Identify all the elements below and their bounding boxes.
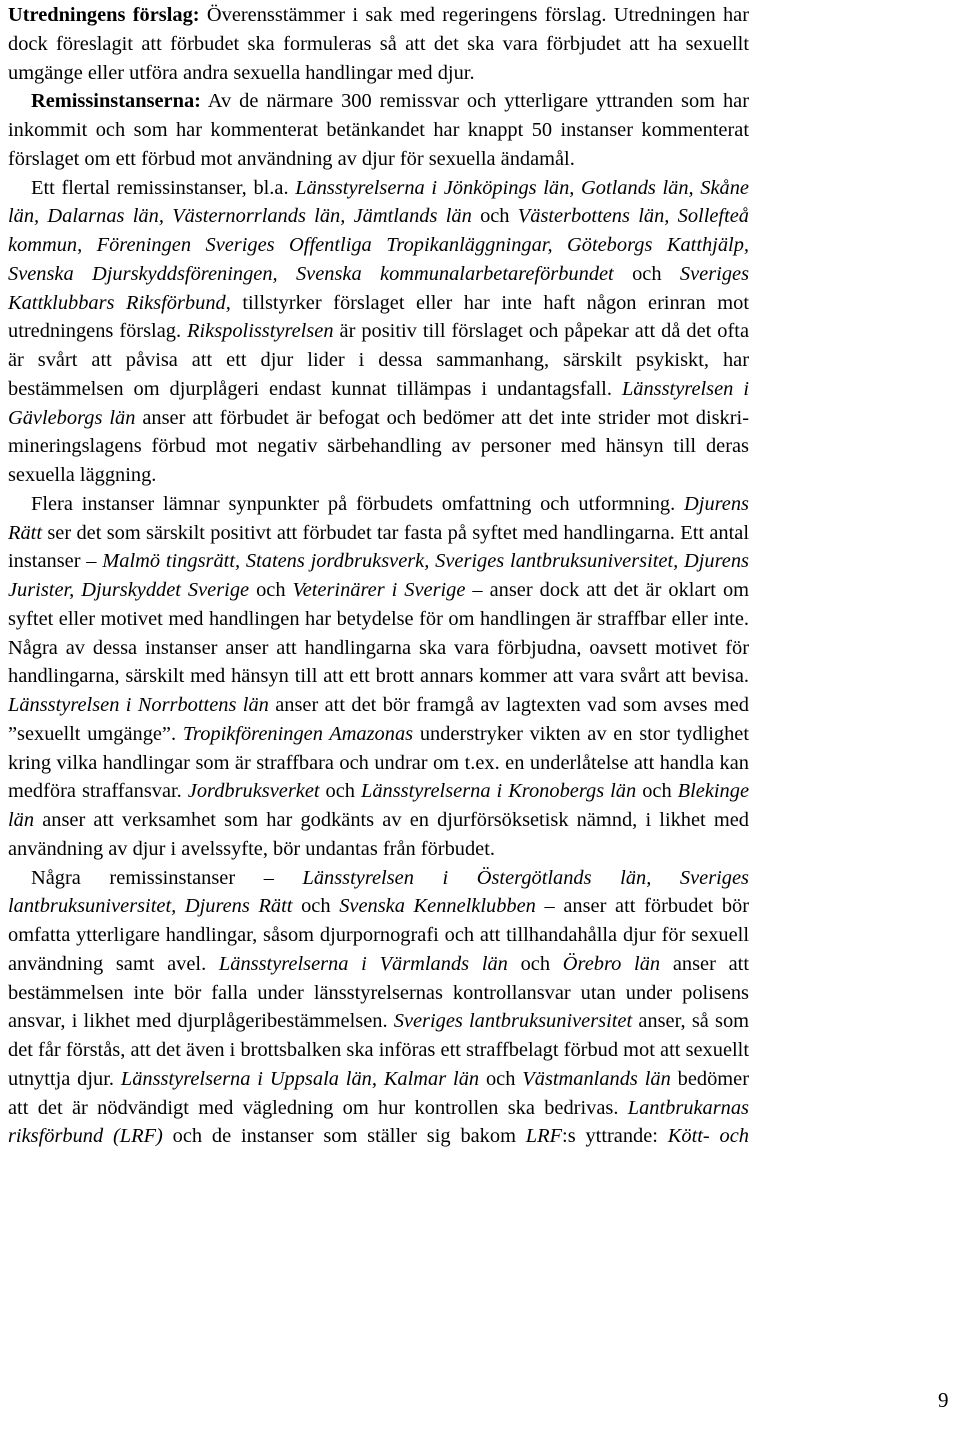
- body-text: Ett flertal remissinstanser, bl.a.: [31, 176, 296, 199]
- body-text: och: [319, 780, 361, 803]
- page-number: 9: [938, 1388, 949, 1412]
- paragraph-tillstyrker: [8, 174, 749, 490]
- italic-organisation-name: LRF: [525, 1125, 563, 1148]
- body-text: ser det som särskilt positivt att förbudet tar fasta på syftet med handlingarna. Ett antal instanser –: [8, 521, 749, 573]
- paragraph-remissinstanserna: [8, 87, 749, 173]
- body-text: och: [249, 579, 293, 601]
- bold-lead-heading: Utredningens förslag:: [8, 4, 200, 26]
- body-text: Av de närmare 300 remissvar och ytterligare yttranden som har inkommit och som har kommenterat betänkandet har knappt 50 instanser kommenterat förslaget om ett förbud mot användning av djur för sexuella ändamål.: [8, 90, 749, 170]
- italic-organisation-name: Lantbrukarnas riksförbund (LRF): [8, 1096, 749, 1148]
- body-text: är positiv till förslaget och påpekar att då det ofta är svårt att påvisa att ett djur lider i dessa sammanhang, särskilt psykiskt, har bestämmelsen om djurplågeri endast kunnat tillämpas i undantagsfall.: [8, 320, 749, 400]
- italic-organisation-name: Länsstyrelsen i Östergötlands län, Sveriges lantbruksuniversitet, Djurens Rätt: [8, 866, 749, 918]
- body-text: Flera instanser lämnar synpunkter på förbudets omfattning och utformning.: [31, 492, 685, 515]
- italic-organisation-name: Malmö tingsrätt, Statens jordbruksverk, Sveriges lantbruksuniversitet, Djurens Jurister, Djurskyddet Sverige: [8, 550, 749, 601]
- body-text: och de instanser som ställer sig bakom: [162, 1125, 526, 1148]
- paragraph-utredningens-forslag: [8, 1, 749, 87]
- body-text: bedömer att det är nödvändigt med vägledning om hur kontrollen ska bedrivas.: [8, 1067, 750, 1119]
- italic-organisation-name: Länsstyrelserna i Kronobergs län: [361, 780, 637, 803]
- body-text: och: [636, 780, 678, 803]
- italic-organisation-name: Djurens Rätt: [8, 492, 749, 544]
- italic-organisation-name: Veterinärer i Sverige: [292, 579, 466, 601]
- italic-organisation-name: Blekinge län: [8, 780, 749, 831]
- italic-organisation-name: Länsstyrelsen i Norrbottens län: [8, 694, 269, 716]
- body-text: och: [479, 1067, 523, 1090]
- italic-organisation-name: Svenska Kennelklubben: [339, 895, 536, 918]
- body-text: anser att förbudet är befogat och bedömer att det inte strider mot diskrimineringslagens förbud mot negativ särbehandling av personer med hänsyn till deras sexuella läggning.: [8, 406, 749, 486]
- paragraph-nagra-remissinstanser: [8, 864, 749, 1152]
- italic-organisation-name: Örebro län: [562, 952, 661, 975]
- body-text: och: [613, 262, 680, 285]
- body-text: tillstyrker förslaget eller har inte haft någon erinran mot utredningens förslag.: [8, 291, 750, 343]
- italic-organisation-name: Västmanlands län: [522, 1067, 671, 1090]
- italic-organisation-name: Sveriges Kattklubbars Riksförbund,: [8, 262, 749, 314]
- paragraph-synpunkter: [8, 490, 749, 864]
- body-text-column: [8, 1, 749, 1151]
- body-text: anser att verksamhet som har godkänts av en djurförsöksetisk nämnd, i likhet med användning av djur i avelssyfte, bör undantas från förbudet.: [8, 809, 749, 860]
- body-text: anser, så som det får förstås, att det även i brottsbalken ska införas ett straffbelagt förbud mot att sexuellt utnyttja djur.: [8, 1010, 750, 1090]
- italic-organisation-name: Länsstyrelserna i Jönköpings län, Gotlands län, Skåne län, Dalarnas län, Västernorrlands län, Jämtlands län: [8, 176, 749, 228]
- italic-organisation-name: Länsstyrelsen i Gävleborgs län: [8, 377, 750, 429]
- body-text: – anser dock att det är oklart om syftet eller motivet med handlingen har betydelse för om handlingen är straffbar eller inte. Några av dessa instanser anser att handlingarna ska vara förbjudna, oavsett motivet för handlingarna, särskilt med hänsyn till att ett brott annars kommer att vara svårt att bevisa.: [8, 579, 749, 688]
- body-text: Några remissinstanser –: [31, 866, 303, 889]
- italic-organisation-name: Länsstyrelserna i Värmlands län: [218, 952, 508, 975]
- body-text: anser att det bör framgå av lagtexten vad som avses med ”sexuellt umgänge”.: [8, 694, 749, 745]
- bold-lead-heading: Remissinstanserna:: [31, 90, 201, 113]
- body-text: :s yttrande:: [562, 1125, 668, 1148]
- italic-organisation-name: Sveriges lantbruksuniversitet: [393, 1010, 633, 1033]
- italic-organisation-name: Kött- och: [667, 1125, 749, 1148]
- body-text: och: [471, 205, 518, 228]
- body-text: och: [292, 895, 340, 918]
- italic-organisation-name: Västerbottens län, Sollefteå kommun, Föreningen Sveriges Offentliga Tropikanläggningar, Göteborgs Katthjälp, Svenska Djurskyddsföreningen, Svenska kommunalarbetareförbundet: [8, 205, 750, 285]
- body-text: – anser att förbudet bör omfatta ytterligare handlingar, såsom djurpornografi och att tillhandahålla djur för sexuell användning samt avel.: [8, 895, 750, 975]
- body-text: anser att bestämmelsen inte bör falla under länsstyrelsernas kontrollansvar utan under polisens ansvar, i likhet med djurplågeribestämmelsen.: [8, 952, 749, 1033]
- body-text: och: [507, 952, 563, 975]
- body-text: Överensstämmer i sak med regeringens förslag. Utredningen har dock föreslagit att förbudet ska formuleras så att det ska vara förbjudet att ha sexuellt umgänge eller utföra andra sexuella handlingar med djur.: [8, 4, 749, 84]
- body-text: understryker vikten av en stor tydlighet kring vilka handlingar som är straffbara och undrar om t.ex. en underlåtelse att handla kan medföra straffansvar.: [8, 722, 750, 803]
- italic-organisation-name: Tropikföreningen Amazonas: [182, 722, 414, 745]
- italic-organisation-name: Jordbruksverket: [187, 780, 320, 803]
- italic-organisation-name: Rikspolisstyrelsen: [187, 320, 334, 343]
- italic-organisation-name: Länsstyrelserna i Uppsala län, Kalmar län: [120, 1067, 480, 1090]
